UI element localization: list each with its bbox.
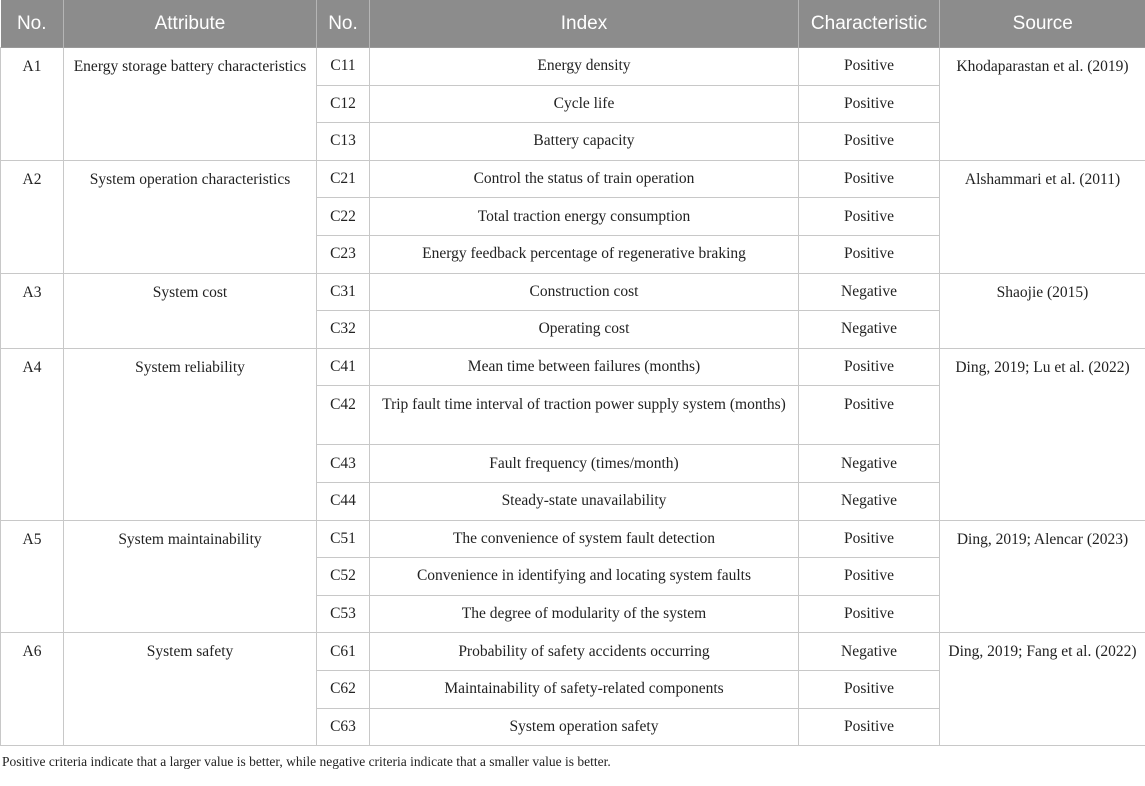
index-code: C62 [317, 670, 370, 708]
attribute-name: System cost [64, 273, 317, 348]
index-code: C63 [317, 708, 370, 746]
source: Shaojie (2015) [940, 273, 1145, 348]
characteristic: Positive [799, 670, 940, 708]
index-code: C61 [317, 633, 370, 671]
index-code: C12 [317, 85, 370, 123]
index-code: C13 [317, 123, 370, 161]
attribute-no: A4 [1, 348, 64, 520]
characteristic: Positive [799, 595, 940, 633]
source: Ding, 2019; Fang et al. (2022) [940, 633, 1145, 746]
header-source: Source [940, 0, 1145, 48]
characteristic: Negative [799, 273, 940, 311]
header-index-no: No. [317, 0, 370, 48]
characteristic: Positive [799, 198, 940, 236]
index-name: Total traction energy consumption [370, 198, 799, 236]
index-name: Trip fault time interval of traction power supply system (months) [370, 386, 799, 445]
characteristic: Positive [799, 386, 940, 445]
index-code: C21 [317, 160, 370, 198]
header-row [1, 0, 1145, 48]
table-row [1, 160, 1145, 198]
index-name: Probability of safety accidents occurring [370, 633, 799, 671]
source: Ding, 2019; Alencar (2023) [940, 520, 1145, 633]
index-name: Mean time between failures (months) [370, 348, 799, 386]
characteristic: Positive [799, 558, 940, 596]
index-code: C52 [317, 558, 370, 596]
table-row [1, 633, 1145, 671]
index-code: C53 [317, 595, 370, 633]
header-no: No. [1, 0, 64, 48]
index-name: Control the status of train operation [370, 160, 799, 198]
characteristic: Negative [799, 482, 940, 520]
index-name: Energy density [370, 48, 799, 86]
index-code: C51 [317, 520, 370, 558]
attribute-no: A2 [1, 160, 64, 273]
table-footnote: Positive criteria indicate that a larger value is better, while negative criteria indicate that a smaller value is better. [2, 754, 611, 770]
index-name: Fault frequency (times/month) [370, 445, 799, 483]
characteristic: Positive [799, 235, 940, 273]
index-code: C32 [317, 311, 370, 349]
index-code: C23 [317, 235, 370, 273]
attribute-no: A1 [1, 48, 64, 161]
attribute-name: System reliability [64, 348, 317, 520]
index-code: C22 [317, 198, 370, 236]
table-row [1, 273, 1145, 311]
index-name: The convenience of system fault detection [370, 520, 799, 558]
index-name: Cycle life [370, 85, 799, 123]
source: Ding, 2019; Lu et al. (2022) [940, 348, 1145, 520]
table-row [1, 520, 1145, 558]
characteristic: Positive [799, 348, 940, 386]
source: Khodaparastan et al. (2019) [940, 48, 1145, 161]
header-attribute: Attribute [64, 0, 317, 48]
attribute-no: A3 [1, 273, 64, 348]
index-name: Battery capacity [370, 123, 799, 161]
characteristic: Positive [799, 48, 940, 86]
table-row [1, 348, 1145, 386]
attribute-no: A5 [1, 520, 64, 633]
characteristic: Negative [799, 311, 940, 349]
attribute-name: System operation characteristics [64, 160, 317, 273]
table-row [1, 48, 1145, 86]
index-code: C31 [317, 273, 370, 311]
index-name: System operation safety [370, 708, 799, 746]
index-code: C41 [317, 348, 370, 386]
characteristic: Negative [799, 633, 940, 671]
source: Alshammari et al. (2011) [940, 160, 1145, 273]
attribute-name: Energy storage battery characteristics [64, 48, 317, 161]
index-code: C11 [317, 48, 370, 86]
index-name: Construction cost [370, 273, 799, 311]
characteristic: Positive [799, 85, 940, 123]
attribute-name: System safety [64, 633, 317, 746]
index-name: Steady-state unavailability [370, 482, 799, 520]
index-name: The degree of modularity of the system [370, 595, 799, 633]
characteristic: Positive [799, 520, 940, 558]
characteristic: Positive [799, 160, 940, 198]
index-code: C44 [317, 482, 370, 520]
attribute-no: A6 [1, 633, 64, 746]
attribute-name: System maintainability [64, 520, 317, 633]
index-name: Convenience in identifying and locating system faults [370, 558, 799, 596]
index-name: Operating cost [370, 311, 799, 349]
index-code: C43 [317, 445, 370, 483]
characteristic: Negative [799, 445, 940, 483]
index-name: Energy feedback percentage of regenerative braking [370, 235, 799, 273]
index-code: C42 [317, 386, 370, 445]
characteristic: Positive [799, 708, 940, 746]
characteristic: Positive [799, 123, 940, 161]
header-index: Index [370, 0, 799, 48]
index-name: Maintainability of safety-related components [370, 670, 799, 708]
header-characteristic: Characteristic [799, 0, 940, 48]
